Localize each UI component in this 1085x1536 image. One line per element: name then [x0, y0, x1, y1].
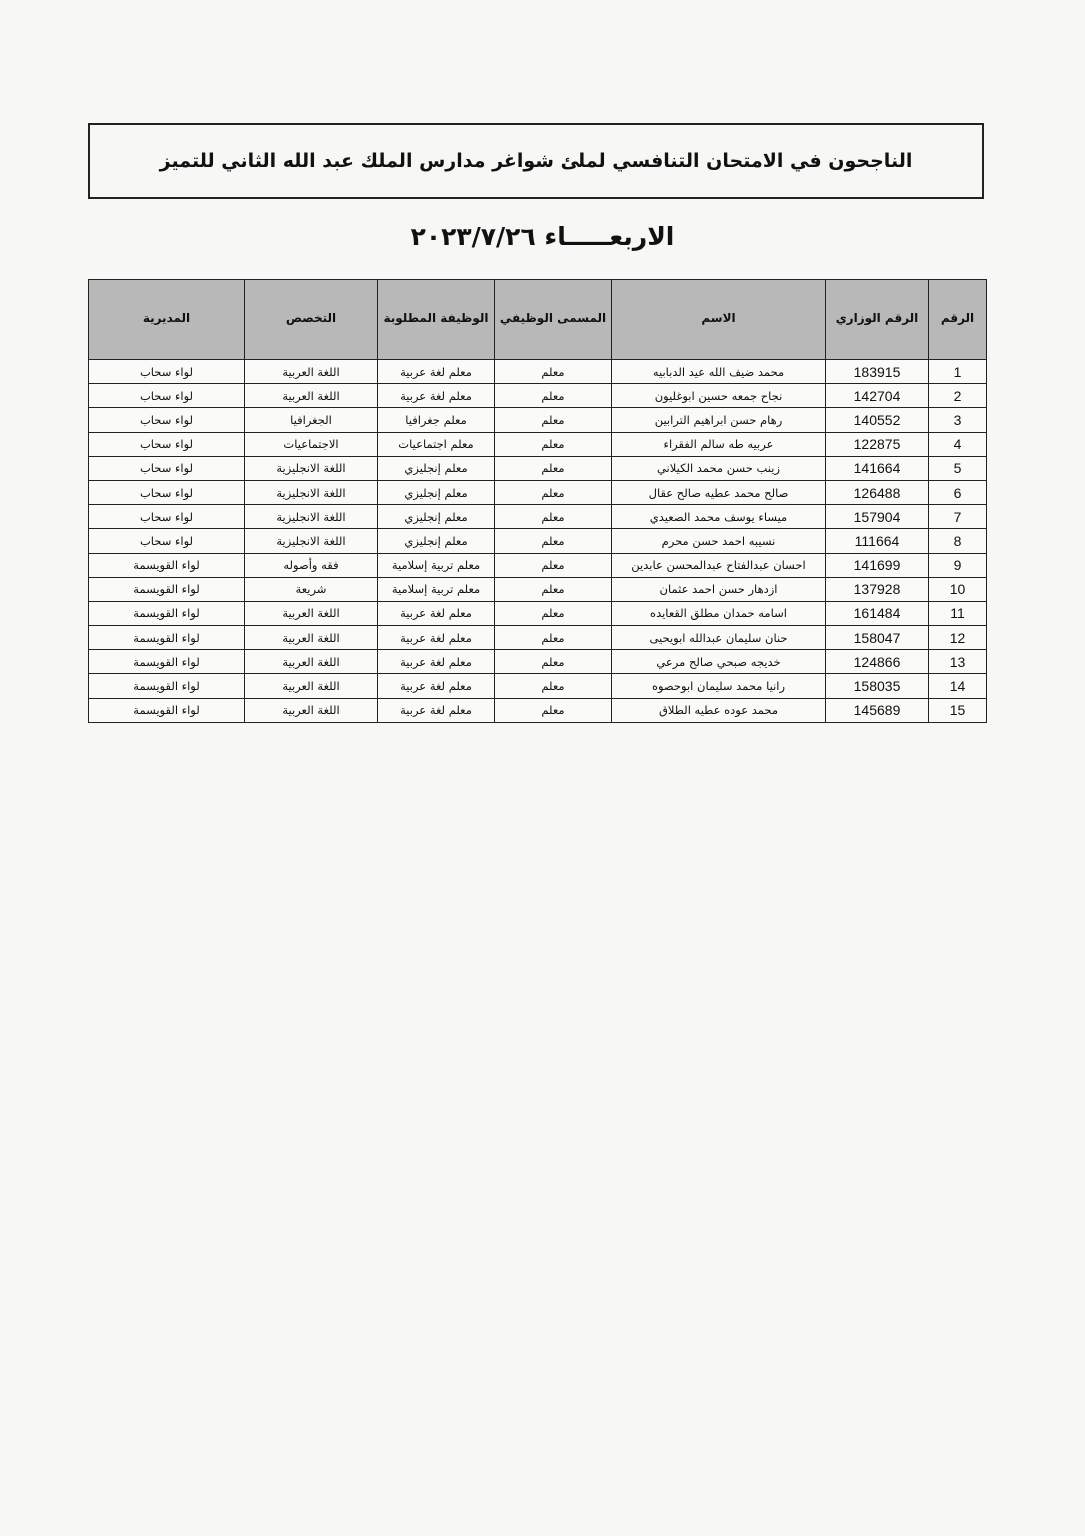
cell-number: 9: [929, 553, 987, 577]
cell-name: رانيا محمد سليمان ابوحصوه: [612, 674, 826, 698]
cell-job-title: معلم: [495, 626, 612, 650]
table-row: [89, 529, 987, 553]
cell-ministry-id: 158035: [826, 674, 929, 698]
cell-specialization: اللغة العربية: [245, 698, 378, 722]
cell-specialization: اللغة العربية: [245, 601, 378, 625]
cell-directorate: لواء سحاب: [89, 408, 245, 432]
header-specialization: التخصص: [245, 280, 378, 360]
header-number: الرقم: [929, 280, 987, 360]
cell-job-title: معلم: [495, 553, 612, 577]
cell-job-title: معلم: [495, 505, 612, 529]
cell-name: نجاح جمعه حسين ابوغليون: [612, 384, 826, 408]
cell-number: 4: [929, 432, 987, 456]
cell-specialization: اللغة الانجليزية: [245, 505, 378, 529]
cell-name: اسامه حمدان مطلق القعايده: [612, 601, 826, 625]
cell-directorate: لواء القويسمة: [89, 674, 245, 698]
cell-name: خديجه صبحي صالح مرعي: [612, 650, 826, 674]
cell-number: 1: [929, 360, 987, 384]
header-name: الاسم: [612, 280, 826, 360]
cell-required-job: معلم إنجليزي: [378, 505, 495, 529]
cell-job-title: معلم: [495, 480, 612, 504]
cell-required-job: معلم لغة عربية: [378, 698, 495, 722]
table-row: [89, 480, 987, 504]
cell-ministry-id: 161484: [826, 601, 929, 625]
cell-name: احسان عبدالفتاح عبدالمحسن عابدين: [612, 553, 826, 577]
page-title: الناجحون في الامتحان التنافسي لملئ شواغر مدارس الملك عبد الله الثاني للتميز: [159, 150, 913, 172]
cell-job-title: معلم: [495, 432, 612, 456]
cell-required-job: معلم جغرافيا: [378, 408, 495, 432]
table-row: [89, 505, 987, 529]
header-ministry-id: الرقم الوزاري: [826, 280, 929, 360]
cell-specialization: اللغة الانجليزية: [245, 456, 378, 480]
header-required-job: الوظيفة المطلوبة: [378, 280, 495, 360]
cell-name: صالح محمد عطيه صالح عقال: [612, 480, 826, 504]
cell-ministry-id: 141699: [826, 553, 929, 577]
cell-job-title: معلم: [495, 408, 612, 432]
cell-job-title: معلم: [495, 650, 612, 674]
table-row: [89, 674, 987, 698]
table-header-row: [89, 280, 987, 360]
table-row: [89, 553, 987, 577]
cell-ministry-id: 124866: [826, 650, 929, 674]
cell-ministry-id: 122875: [826, 432, 929, 456]
cell-number: 7: [929, 505, 987, 529]
cell-specialization: الجغرافيا: [245, 408, 378, 432]
title-box: [88, 123, 984, 199]
cell-required-job: معلم تربية إسلامية: [378, 577, 495, 601]
cell-number: 14: [929, 674, 987, 698]
cell-job-title: معلم: [495, 698, 612, 722]
table-row: [89, 601, 987, 625]
cell-directorate: لواء القويسمة: [89, 553, 245, 577]
cell-name: عربيه طه سالم الفقراء: [612, 432, 826, 456]
cell-number: 12: [929, 626, 987, 650]
cell-specialization: اللغة العربية: [245, 650, 378, 674]
cell-number: 11: [929, 601, 987, 625]
cell-required-job: معلم لغة عربية: [378, 360, 495, 384]
cell-required-job: معلم لغة عربية: [378, 626, 495, 650]
cell-ministry-id: 145689: [826, 698, 929, 722]
table-row: [89, 408, 987, 432]
cell-specialization: اللغة العربية: [245, 384, 378, 408]
cell-job-title: معلم: [495, 529, 612, 553]
cell-job-title: معلم: [495, 456, 612, 480]
cell-name: محمد عوده عطيه الطلاق: [612, 698, 826, 722]
cell-ministry-id: 157904: [826, 505, 929, 529]
cell-ministry-id: 126488: [826, 480, 929, 504]
table-row: [89, 626, 987, 650]
cell-specialization: اللغة العربية: [245, 360, 378, 384]
table-row: [89, 456, 987, 480]
cell-ministry-id: 137928: [826, 577, 929, 601]
cell-directorate: لواء القويسمة: [89, 577, 245, 601]
cell-ministry-id: 183915: [826, 360, 929, 384]
cell-required-job: معلم لغة عربية: [378, 674, 495, 698]
cell-name: رهام حسن ابراهيم الترابين: [612, 408, 826, 432]
table-row: [89, 384, 987, 408]
cell-specialization: الاجتماعيات: [245, 432, 378, 456]
header-directorate: المديرية: [89, 280, 245, 360]
cell-required-job: معلم لغة عربية: [378, 601, 495, 625]
table-row: [89, 577, 987, 601]
cell-name: حنان سليمان عبدالله ابويحيى: [612, 626, 826, 650]
cell-number: 5: [929, 456, 987, 480]
cell-job-title: معلم: [495, 360, 612, 384]
cell-number: 13: [929, 650, 987, 674]
cell-specialization: اللغة العربية: [245, 626, 378, 650]
cell-required-job: معلم إنجليزي: [378, 480, 495, 504]
table-row: [89, 432, 987, 456]
cell-ministry-id: 141664: [826, 456, 929, 480]
cell-required-job: معلم اجتماعيات: [378, 432, 495, 456]
cell-number: 8: [929, 529, 987, 553]
cell-specialization: اللغة الانجليزية: [245, 480, 378, 504]
cell-specialization: اللغة الانجليزية: [245, 529, 378, 553]
table-row: [89, 650, 987, 674]
cell-directorate: لواء سحاب: [89, 480, 245, 504]
cell-name: زينب حسن محمد الكيلاني: [612, 456, 826, 480]
table-row: [89, 698, 987, 722]
cell-directorate: لواء سحاب: [89, 384, 245, 408]
cell-specialization: شريعة: [245, 577, 378, 601]
cell-directorate: لواء سحاب: [89, 529, 245, 553]
cell-directorate: لواء سحاب: [89, 432, 245, 456]
cell-ministry-id: 158047: [826, 626, 929, 650]
cell-name: ميساء يوسف محمد الصعيدي: [612, 505, 826, 529]
cell-directorate: لواء سحاب: [89, 360, 245, 384]
cell-directorate: لواء سحاب: [89, 505, 245, 529]
cell-job-title: معلم: [495, 601, 612, 625]
cell-directorate: لواء القويسمة: [89, 650, 245, 674]
cell-job-title: معلم: [495, 384, 612, 408]
cell-number: 10: [929, 577, 987, 601]
cell-job-title: معلم: [495, 577, 612, 601]
cell-ministry-id: 140552: [826, 408, 929, 432]
cell-directorate: لواء سحاب: [89, 456, 245, 480]
cell-ministry-id: 111664: [826, 529, 929, 553]
cell-required-job: معلم إنجليزي: [378, 456, 495, 480]
cell-directorate: لواء القويسمة: [89, 601, 245, 625]
cell-specialization: فقه وأصوله: [245, 553, 378, 577]
results-table: [88, 279, 987, 723]
cell-job-title: معلم: [495, 674, 612, 698]
header-job-title: المسمى الوظيفي: [495, 280, 612, 360]
cell-specialization: اللغة العربية: [245, 674, 378, 698]
cell-ministry-id: 142704: [826, 384, 929, 408]
cell-name: نسيبه احمد حسن محرم: [612, 529, 826, 553]
cell-required-job: معلم لغة عربية: [378, 650, 495, 674]
table-row: [89, 360, 987, 384]
cell-required-job: معلم تربية إسلامية: [378, 553, 495, 577]
cell-number: 2: [929, 384, 987, 408]
cell-name: محمد ضيف الله عيد الدبابيه: [612, 360, 826, 384]
cell-directorate: لواء القويسمة: [89, 626, 245, 650]
cell-required-job: معلم إنجليزي: [378, 529, 495, 553]
cell-number: 15: [929, 698, 987, 722]
cell-name: ازدهار حسن احمد عثمان: [612, 577, 826, 601]
cell-directorate: لواء القويسمة: [89, 698, 245, 722]
cell-number: 6: [929, 480, 987, 504]
date-heading: الاربعـــــاء ٢٠٢٣/٧/٢٦: [410, 222, 675, 251]
cell-required-job: معلم لغة عربية: [378, 384, 495, 408]
cell-number: 3: [929, 408, 987, 432]
